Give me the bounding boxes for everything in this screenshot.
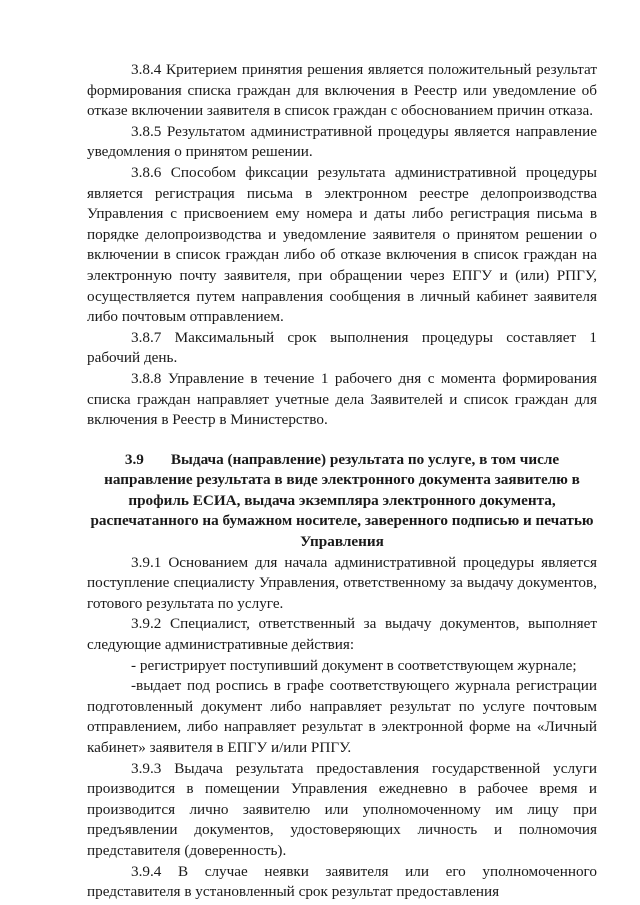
section-heading-3-9 [87,450,597,553]
paragraph-3-9-1: 3.9.1 Основанием для начала административной процедуры является поступление специалисту Управления, ответственному за выдачу документов, готового результата по услуге. [87,553,597,612]
paragraph-3-9-4: 3.9.4 В случае неявки заявителя или его уполномоченного представителя в установленный срок результат предоставления [87,862,597,901]
paragraph-3-8-7: 3.8.7 Максимальный срок выполнения процедуры составляет 1 рабочий день. [87,328,597,367]
section-number: 3.9 [124,450,144,468]
paragraph-3-9-3: 3.9.3 Выдача результата предоставления государственной услуги производится в помещении Управления ежедневно в рабочее время и производится лично заявителю или уполномоченному им лицу при предъявлении документов, удостоверяющих личность и полномочия представителя (доверенность). [87,759,597,859]
section-spacer [87,431,597,450]
paragraph-3-8-5: 3.8.5 Результатом административной процедуры является направление уведомления о принятом решении. [87,122,597,161]
document-page [87,60,597,903]
section-title: Выдача (направление) результата по услуге, в том числе направление результата в виде электронного документа заявителю в профиль ЕСИА, выдача экземпляра электронного документа, распечатанного на бумажном носителе, заверенного подписью и печатью Управления [90,450,594,551]
paragraph-3-8-4: 3.8.4 Критерием принятия решения является положительный результат формирования списка граждан для включения в Реестр или уведомление об отказе включении заявителя в список граждан с обоснованием причин отказа. [87,61,597,120]
list-item-issue: -выдает под роспись в графе соответствующего журнала регистрации подготовленный документ либо направляет результат по услуге почтовым отправлением, либо направляет результат в электронной форме на «Личный кабинет» заявителя в ЕПГУ и/или РПГУ. [87,677,597,756]
list-item-register: - регистрирует поступивший документ в соответствующем журнале; [131,656,577,674]
paragraph-3-9-2: 3.9.2 Специалист, ответственный за выдачу документов, выполняет следующие административные действия: [87,615,597,654]
paragraph-3-8-8: 3.8.8 Управление в течение 1 рабочего дня с момента формирования списка граждан направляет учетные дела Заявителей и список граждан для включения в Реестр в Министерство. [87,369,597,429]
paragraph-3-8-6: 3.8.6 Способом фиксации результата административной процедуры является регистрация письма в электронном реестре делопроизводства Управления с присвоением ему номера и даты либо регистрация письма в порядке делопроизводства и уведомление заявителя о принятом решении о включении в список граждан либо об отказе включения в список граждан на электронную почту заявителя, при обращении через ЕПГУ и (или) РПГУ, осуществляется путем направления сообщения в личный кабинет заявителя либо почтовым отправлением. [87,163,597,326]
